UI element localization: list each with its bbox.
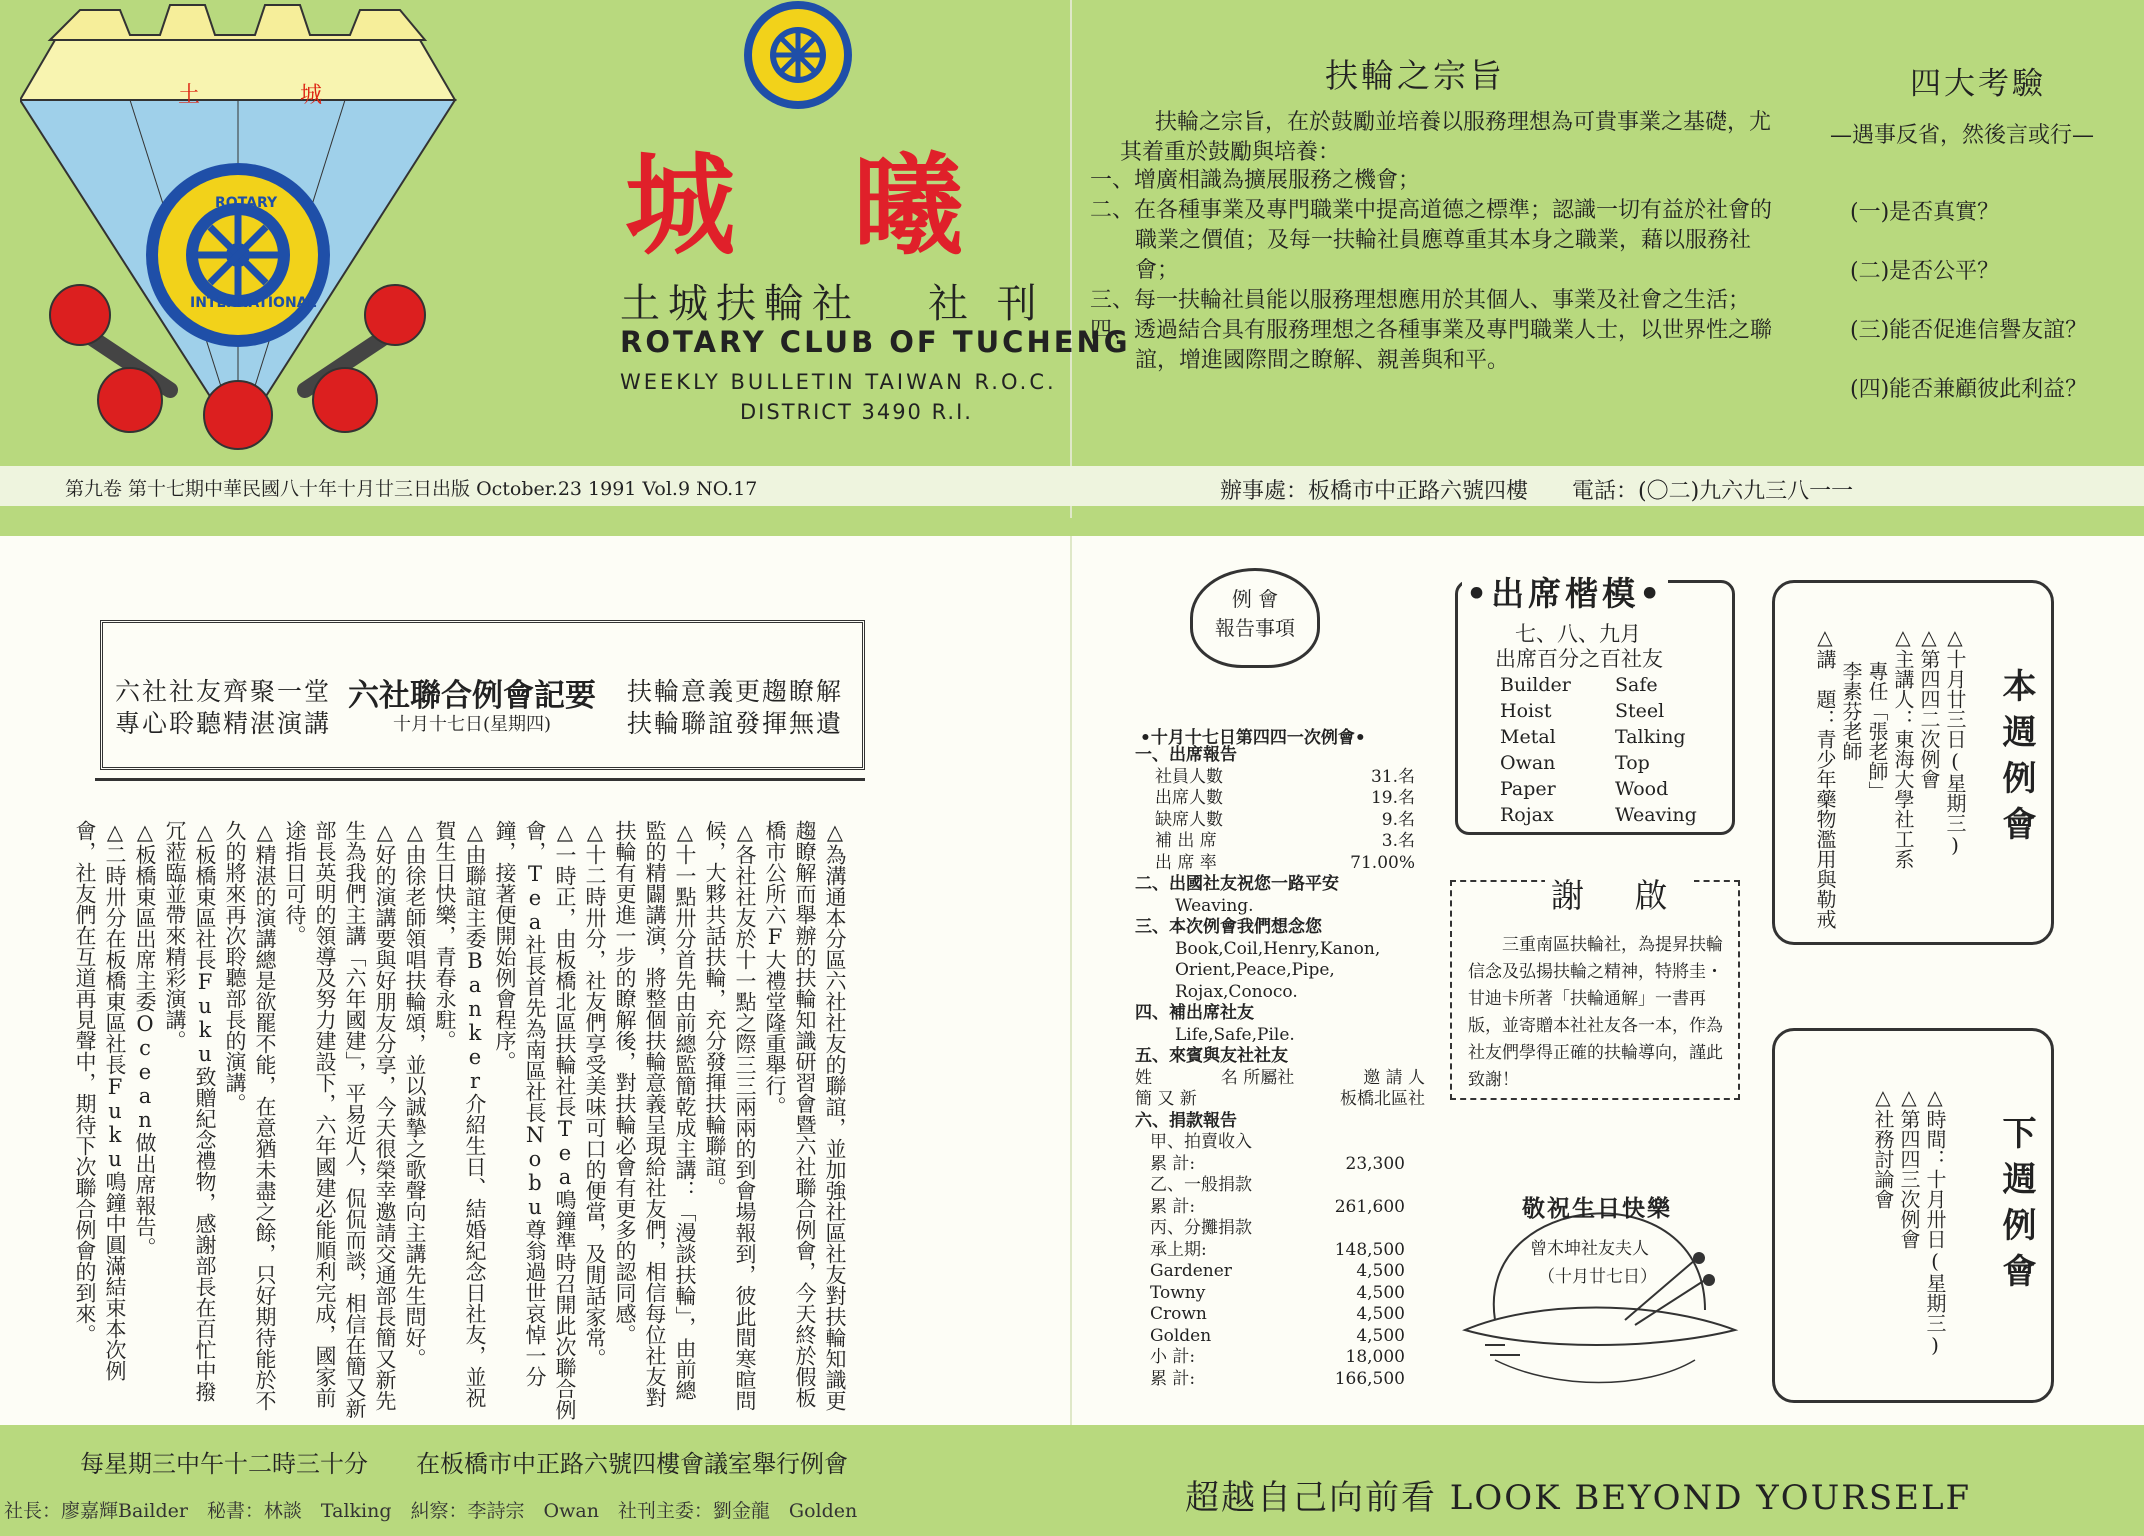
report-paragraph: △各社社友於十一點之際三三兩兩的到會場報到，彼此間寒暄問候，大夥共話扶輪，充分發揮扶輪聯誼。 — [703, 820, 757, 1411]
report-body — [73, 820, 850, 1420]
attendance-value: 31.名 — [1370, 766, 1415, 787]
this-week-line: △主講人：東海大學社工系 — [1891, 625, 1915, 869]
missed-names: Rojax,Conoco. — [1175, 981, 1298, 1002]
logo-char-right: 城 — [300, 83, 323, 108]
this-week-line: 專任「張老師」 — [1865, 661, 1889, 801]
green-rule — [0, 518, 2144, 536]
attendance-value: 71.00% — [1350, 852, 1415, 873]
section-guests: 五、來賓與友社社友 — [1135, 1046, 1288, 1066]
attendance-value: 19.名 — [1370, 788, 1415, 808]
section-makeup: 四、補出席社友 — [1135, 1003, 1254, 1023]
four-way-item: (二)是否公平？ — [1850, 259, 2000, 284]
this-week-line: △十月廿三日(星期三) — [1943, 625, 1967, 857]
right-couplet-1: 扶輪意義更趨瞭解 — [627, 677, 844, 706]
thanks-text: 三重南區扶輪社，為提昇扶輪信念及弘揚扶輪之精神，特將圭・甘迪卡所著「扶輪通解」一書再版，並寄贈本社社友各一本，作為社友們學得正確的扶輪導向，謹此致謝！ — [1468, 935, 1723, 1090]
club-name-zh: 土城扶輪社 — [620, 281, 860, 327]
report-paragraph: △一時正，由板橋北區扶輪社長Tea鳴鐘準時召開此次聯合例會，Tea社長首先為南區社長Nobu尊翁過世哀悼一分鐘，接著便開始例會程序。 — [493, 820, 577, 1420]
report-paragraph: △精湛的演講總是欲罷不能，在意猶未盡之餘，只好期待能於不久的將來再次聆聽部長的演講。 — [223, 820, 277, 1411]
four-way-subtitle: —遇事反省，然後言或行— — [1830, 123, 2095, 148]
donation-label: 乙、一般捐款 — [1150, 1175, 1252, 1195]
attendance-value: 9.名 — [1381, 809, 1415, 830]
donation-row — [1150, 1326, 1405, 1348]
report-paragraph: △板橋東區出席主委Ocean做出席報告。 — [133, 820, 157, 1258]
birthday-name: 曾木坤社友夫人 — [1530, 1239, 1649, 1259]
makeup-names: Life,Safe,Pile. — [1175, 1024, 1295, 1045]
report-title: 六社聯合例會記要 — [348, 678, 596, 714]
donation-label: 丙、分攤捐款 — [1150, 1218, 1252, 1238]
donation-row — [1150, 1132, 1405, 1154]
guest-cell: 板橋北區社 — [1340, 1089, 1425, 1109]
left-couplet-2: 專心聆聽精湛演講 — [115, 709, 332, 738]
donation-row — [1150, 1283, 1405, 1305]
attendance-label: 補 出 席 — [1155, 831, 1217, 851]
attendance-row — [1155, 810, 1415, 832]
attendance-value: 3.名 — [1381, 831, 1415, 851]
section-donations: 六、捐款報告 — [1135, 1110, 1237, 1131]
donation-label: Crown — [1150, 1304, 1207, 1324]
report-paragraph: △二時卅分在板橋東區社長Fuku鳴鐘中圓滿結束本次例會，社友們在互道再見聲中，期待下次聯合例會的到來。 — [73, 820, 127, 1381]
donation-row — [1150, 1218, 1405, 1240]
next-week-lines — [1870, 1085, 1948, 1385]
section-attendance: 一、出席報告 — [1135, 745, 1237, 765]
four-way-list — [1850, 195, 2087, 431]
model-name: Top — [1615, 752, 1650, 774]
model-name: Weaving — [1615, 804, 1697, 826]
model-name: Metal — [1500, 726, 1556, 748]
officers-line: 社長：廖嘉輝Bailder 秘書：林談 Talking 糾察：李詩宗 Owan 社刊主委：劉金龍 Golden — [4, 1500, 858, 1522]
slogan: 超越自己向前看 LOOK BEYOND YOURSELF — [1185, 1478, 1972, 1518]
donation-label: 累 計: — [1150, 1196, 1196, 1217]
guest-cell: 簡 又 新 — [1135, 1089, 1197, 1109]
attendance-row — [1155, 831, 1415, 853]
objective-item: 四、透過結合具有服務理想之各種事業及專門職業人士，以世界性之聯誼，增進國際間之瞭解、親善與和平。 — [1090, 318, 1773, 373]
donation-label: Towny — [1150, 1282, 1206, 1303]
donation-row — [1150, 1369, 1405, 1391]
next-week-title: 下週例會 — [1996, 1115, 2036, 1299]
donation-label: 甲、拍賣收入 — [1150, 1132, 1252, 1152]
model-name: Builder — [1500, 674, 1571, 696]
donation-value: 23,300 — [1345, 1153, 1405, 1174]
attendance-table — [1135, 767, 1425, 875]
donation-label: Gardener — [1150, 1261, 1232, 1281]
birthday-title: 敬祝生日快樂 — [1522, 1195, 1672, 1222]
model-name: Wood — [1615, 778, 1669, 800]
report-paragraph: △由聯誼主委Banker介紹生日、結婚紀念日社友，並祝賀生日快樂，青春永駐。 — [433, 820, 487, 1408]
guest-col: 名 所屬社 — [1220, 1067, 1295, 1088]
emblem-text-top: ROTARY — [215, 195, 278, 211]
model-name: Owan — [1500, 752, 1556, 774]
abroad-names: Weaving. — [1175, 895, 1254, 916]
attendance-models-title: •出席楷模• — [1462, 568, 1668, 615]
model-name: Hoist — [1500, 700, 1552, 722]
report-paragraph: △好的演講要與好朋友分享，今天很榮幸邀請交通部長簡又新先生為我們主講「六年國建」，平易近人，侃侃而談，相信在簡又新部長英明的領導及努力建設下，六年國建必能順利完成，國家前途指日可待。 — [283, 820, 397, 1419]
this-week-line: △講 題：青少年藥物濫用與勒戒 — [1813, 625, 1837, 929]
missed-names: Book,Coil,Henry,Kanon, — [1175, 938, 1381, 959]
next-week-line: △第四四三次例會 — [1897, 1085, 1921, 1249]
attendance-row — [1155, 853, 1415, 875]
donation-row — [1150, 1347, 1405, 1369]
office-line: 辦事處：板橋市中正路六號四樓 電話：(〇二)九六九三八一一 — [1220, 479, 1854, 504]
right-couplet-2: 扶輪聯誼發揮無遺 — [627, 709, 844, 738]
district-line: DISTRICT 3490 R.I. — [740, 400, 973, 424]
donation-value: 4,500 — [1356, 1325, 1405, 1346]
guest-row — [1135, 1089, 1425, 1111]
report-paragraph: △十一點卅分首先由前總監簡乾成主講：「漫談扶輪」，由前總監的精闢講演，將整個扶輪意義呈現給社友們，相信每位社友對扶輪有更進一步的瞭解後，對扶輪必會有更多的認同感。 — [613, 820, 697, 1408]
guest-col: 姓 — [1135, 1067, 1152, 1088]
weekly-line: WEEKLY BULLETIN TAIWAN R.O.C. — [620, 370, 1057, 394]
objective-item: 三、每一扶輪社員能以服務理想應用於其個人、事業及社會之生活； — [1090, 288, 1751, 313]
section-abroad: 二、出國社友祝您一路平安 — [1135, 874, 1339, 894]
donation-row — [1150, 1261, 1405, 1283]
meeting-badge — [1190, 568, 1320, 668]
objective-item: 二、在各種事業及專門職業中提高道德之標準；認識一切有益於社會的職業之價值；及每一扶輪社員應尊重其本身之職業，藉以服務社會； — [1090, 198, 1773, 283]
four-way-title: 四大考驗 — [1910, 66, 2046, 102]
donation-value: 18,000 — [1345, 1347, 1405, 1367]
four-way-item: (四)能否兼顧彼此利益？ — [1850, 377, 2088, 402]
guest-header — [1135, 1068, 1425, 1090]
meeting-time: 每星期三中午十二時三十分 在板橋市中正路六號四樓會議室舉行例會 — [80, 1450, 848, 1478]
bulletin-label-zh: 社 刊 — [928, 281, 1045, 327]
model-name: Talking — [1615, 726, 1686, 748]
attendance-label: 出 席 率 — [1155, 852, 1217, 873]
tucheng-logo — [20, 0, 460, 450]
donation-value: 4,500 — [1356, 1304, 1405, 1324]
report-paragraph: △十二時卅分，社友們享受美味可口的便當，及閒話家常。 — [583, 820, 607, 1369]
section-missed: 三、本次例會我們想念您 — [1135, 917, 1322, 937]
donation-label: 累 計: — [1150, 1368, 1196, 1389]
badge-line-2: 報告事項 — [1215, 616, 1295, 640]
thanks-title: 謝 啟 — [1545, 870, 1694, 917]
report-paragraph: △由徐老師領唱扶輪頌，並以誠摯之歌聲向主講先生問好。 — [403, 820, 427, 1369]
birthday-date: （十月廿七日） — [1538, 1267, 1657, 1287]
attendance-label: 社員人數 — [1155, 766, 1223, 787]
four-way-item: (三)能否促進信譽友誼？ — [1850, 318, 2088, 343]
donation-label: 累 計: — [1150, 1153, 1196, 1174]
report-date: 十月十七日(星期四) — [393, 714, 552, 735]
donation-row — [1150, 1175, 1405, 1197]
donation-row — [1150, 1304, 1405, 1326]
donation-label: Golden — [1150, 1325, 1212, 1346]
objective-items — [1090, 166, 1785, 376]
donation-label: 小 計: — [1150, 1347, 1196, 1367]
attendance-models-subtitle2: 出席百分之百社友 — [1495, 647, 1663, 671]
rotary-emblem-small — [738, 0, 858, 120]
emblem-text-bottom: INTERNATIONAL — [190, 295, 317, 311]
this-week-line: △第四四二次例會 — [1917, 625, 1941, 789]
next-week-line: △時間：十月卅日(星期三) — [1923, 1085, 1947, 1357]
four-way-item: (一)是否真實？ — [1850, 200, 2000, 225]
donation-row — [1150, 1154, 1405, 1176]
objective-title: 扶輪之宗旨 — [1325, 56, 1505, 95]
report-divider — [95, 778, 865, 781]
donation-row — [1150, 1240, 1405, 1262]
fold-line — [1070, 0, 1072, 1536]
next-week-line: △社務討論會 — [1871, 1085, 1895, 1209]
donation-table — [1135, 1132, 1425, 1390]
attendance-models-subtitle1: 七、八、九月 — [1515, 622, 1641, 646]
guest-col: 邀 請 人 — [1363, 1067, 1425, 1088]
donation-value: 4,500 — [1356, 1261, 1405, 1281]
model-name: Safe — [1615, 674, 1658, 696]
logo-char-left: 土 — [178, 83, 201, 108]
donation-value: 4,500 — [1356, 1282, 1405, 1303]
bulletin-title: 城 曦 — [625, 141, 1004, 270]
model-name: Rojax — [1500, 804, 1554, 826]
donation-value: 166,500 — [1334, 1368, 1405, 1389]
club-name-en: ROTARY CLUB OF TUCHENG — [620, 325, 1131, 359]
meeting-heading: •十月十七日第四四一次例會• — [1140, 728, 1366, 748]
this-week-line: 李素芬老師 — [1839, 661, 1863, 761]
model-name: Steel — [1615, 700, 1665, 722]
this-week-lines — [1812, 625, 1968, 935]
donation-label: 承上期: — [1150, 1239, 1207, 1260]
badge-line-1: 例 會 — [1231, 587, 1279, 611]
donation-value: 261,600 — [1334, 1196, 1405, 1217]
attendance-label: 出席人數 — [1155, 788, 1223, 808]
attendance-row — [1155, 788, 1415, 810]
report-paragraph: △為溝通本分區六社社友的聯誼，並加強社區社友對扶輪知識更趨瞭解而舉辦的扶輪知識研習會暨六社聯合例會，今天終於假板橋市公所六F大禮堂隆重舉行。 — [763, 820, 847, 1411]
donation-row — [1150, 1197, 1405, 1219]
issue-line: 第九卷 第十七期中華民國八十年十月廿三日出版 October.23 1991 Vol.9 NO.17 — [65, 478, 758, 500]
model-name: Paper — [1500, 778, 1556, 800]
this-week-title: 本週例會 — [1996, 668, 2036, 852]
meeting-report — [1135, 745, 1425, 1390]
objective-intro: 扶輪之宗旨，在於鼓勵並培養以服務理想為可貴事業之基礎，尤其着重於鼓勵與培養： — [1120, 110, 1772, 165]
missed-names: Orient,Peace,Pipe, — [1175, 960, 1335, 980]
donation-value: 148,500 — [1334, 1239, 1405, 1260]
report-paragraph: △板橋東區社長Fuku致贈紀念禮物，感謝部長在百忙中撥冗蒞臨並帶來精彩演講。 — [163, 820, 217, 1402]
attendance-row — [1155, 767, 1415, 789]
attendance-models-names — [1500, 672, 1730, 828]
left-couplet-1: 六社社友齊聚一堂 — [115, 677, 332, 706]
objective-item: 一、增廣相識為擴展服務之機會； — [1090, 168, 1421, 193]
attendance-label: 缺席人數 — [1155, 809, 1223, 830]
